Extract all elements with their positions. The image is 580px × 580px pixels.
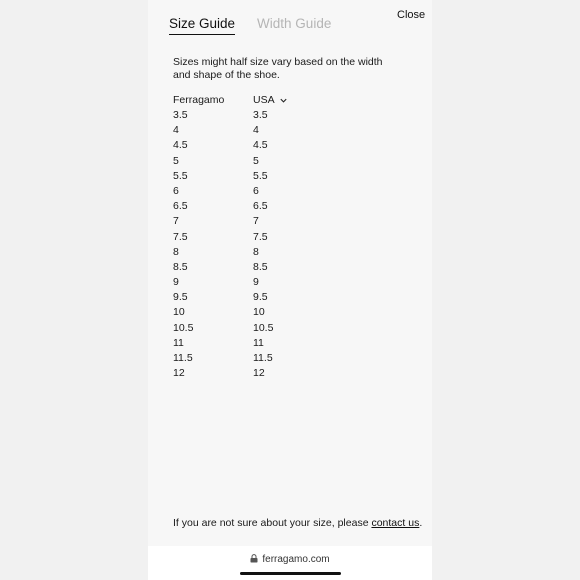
tab-width-guide[interactable]: Width Guide bbox=[257, 16, 332, 31]
chevron-down-icon bbox=[279, 96, 288, 105]
table-row bbox=[173, 351, 373, 366]
tab-size-guide[interactable]: Size Guide bbox=[169, 15, 235, 35]
ferragamo-size: 12 bbox=[173, 367, 185, 380]
table-row bbox=[173, 245, 373, 260]
table-row bbox=[173, 305, 373, 320]
usa-size: 5 bbox=[253, 154, 259, 167]
ferragamo-size: 5.5 bbox=[173, 169, 188, 182]
close-button[interactable]: Close bbox=[397, 9, 426, 21]
usa-size: 3.5 bbox=[253, 109, 268, 121]
table-row bbox=[173, 230, 373, 245]
ferragamo-size: 7 bbox=[173, 215, 179, 228]
usa-size: 8 bbox=[253, 245, 259, 258]
table-row bbox=[173, 169, 373, 184]
ferragamo-size: 5 bbox=[173, 154, 179, 167]
table-row bbox=[173, 108, 373, 123]
usa-size: 7.5 bbox=[253, 230, 268, 243]
ferragamo-size: 4 bbox=[173, 124, 179, 137]
usa-size: 11.5 bbox=[253, 352, 273, 364]
column-header-ferragamo: Ferragamo bbox=[173, 94, 225, 106]
table-row bbox=[173, 138, 373, 153]
usa-size: 6.5 bbox=[253, 200, 268, 213]
usa-size: 12 bbox=[253, 367, 265, 380]
usa-size: 4 bbox=[253, 124, 259, 137]
table-row bbox=[173, 154, 373, 169]
usa-size: 6 bbox=[253, 184, 259, 197]
size-table-header bbox=[173, 94, 373, 108]
url-text: ferragamo.com bbox=[262, 554, 330, 565]
usa-size: 7 bbox=[253, 215, 259, 228]
ferragamo-size: 4.5 bbox=[173, 139, 188, 152]
footer-note bbox=[173, 517, 422, 529]
usa-size: 9 bbox=[253, 276, 259, 289]
footer-note-end: . bbox=[419, 517, 423, 529]
usa-size: 4.5 bbox=[253, 139, 268, 152]
ferragamo-size: 10 bbox=[173, 306, 185, 319]
url-display[interactable] bbox=[148, 554, 432, 565]
ferragamo-size: 6.5 bbox=[173, 200, 188, 213]
ferragamo-size: 7.5 bbox=[173, 230, 188, 243]
size-note: Sizes might half size vary based on the width and shape of the shoe. bbox=[173, 56, 383, 81]
ferragamo-size: 3.5 bbox=[173, 109, 188, 121]
table-row bbox=[173, 214, 373, 229]
ferragamo-size: 8.5 bbox=[173, 260, 188, 273]
size-table bbox=[173, 108, 373, 381]
table-row bbox=[173, 321, 373, 336]
usa-size: 11 bbox=[253, 336, 264, 349]
usa-size: 10 bbox=[253, 306, 265, 319]
contact-us-link[interactable]: contact us bbox=[371, 517, 420, 529]
guide-tabs bbox=[169, 15, 331, 35]
table-row bbox=[173, 199, 373, 214]
table-row bbox=[173, 184, 373, 199]
usa-size: 8.5 bbox=[253, 260, 268, 273]
ferragamo-size: 11.5 bbox=[173, 352, 193, 364]
region-select-value: USA bbox=[253, 94, 275, 106]
footer-note-text: If you are not sure about your size, please bbox=[173, 517, 372, 529]
table-row bbox=[173, 275, 373, 290]
table-row bbox=[173, 336, 373, 351]
table-row bbox=[173, 260, 373, 275]
lock-icon bbox=[250, 554, 258, 563]
usa-size: 10.5 bbox=[253, 321, 274, 334]
usa-size: 9.5 bbox=[253, 291, 268, 304]
region-select[interactable] bbox=[253, 94, 288, 106]
usa-size: 5.5 bbox=[253, 169, 268, 182]
home-indicator[interactable] bbox=[240, 572, 341, 575]
table-row bbox=[173, 290, 373, 305]
table-row bbox=[173, 366, 373, 381]
ferragamo-size: 11 bbox=[173, 336, 184, 349]
ferragamo-size: 8 bbox=[173, 245, 179, 258]
ferragamo-size: 6 bbox=[173, 184, 179, 197]
ferragamo-size: 10.5 bbox=[173, 321, 194, 334]
ferragamo-size: 9 bbox=[173, 276, 179, 289]
ferragamo-size: 9.5 bbox=[173, 291, 188, 304]
table-row bbox=[173, 123, 373, 138]
